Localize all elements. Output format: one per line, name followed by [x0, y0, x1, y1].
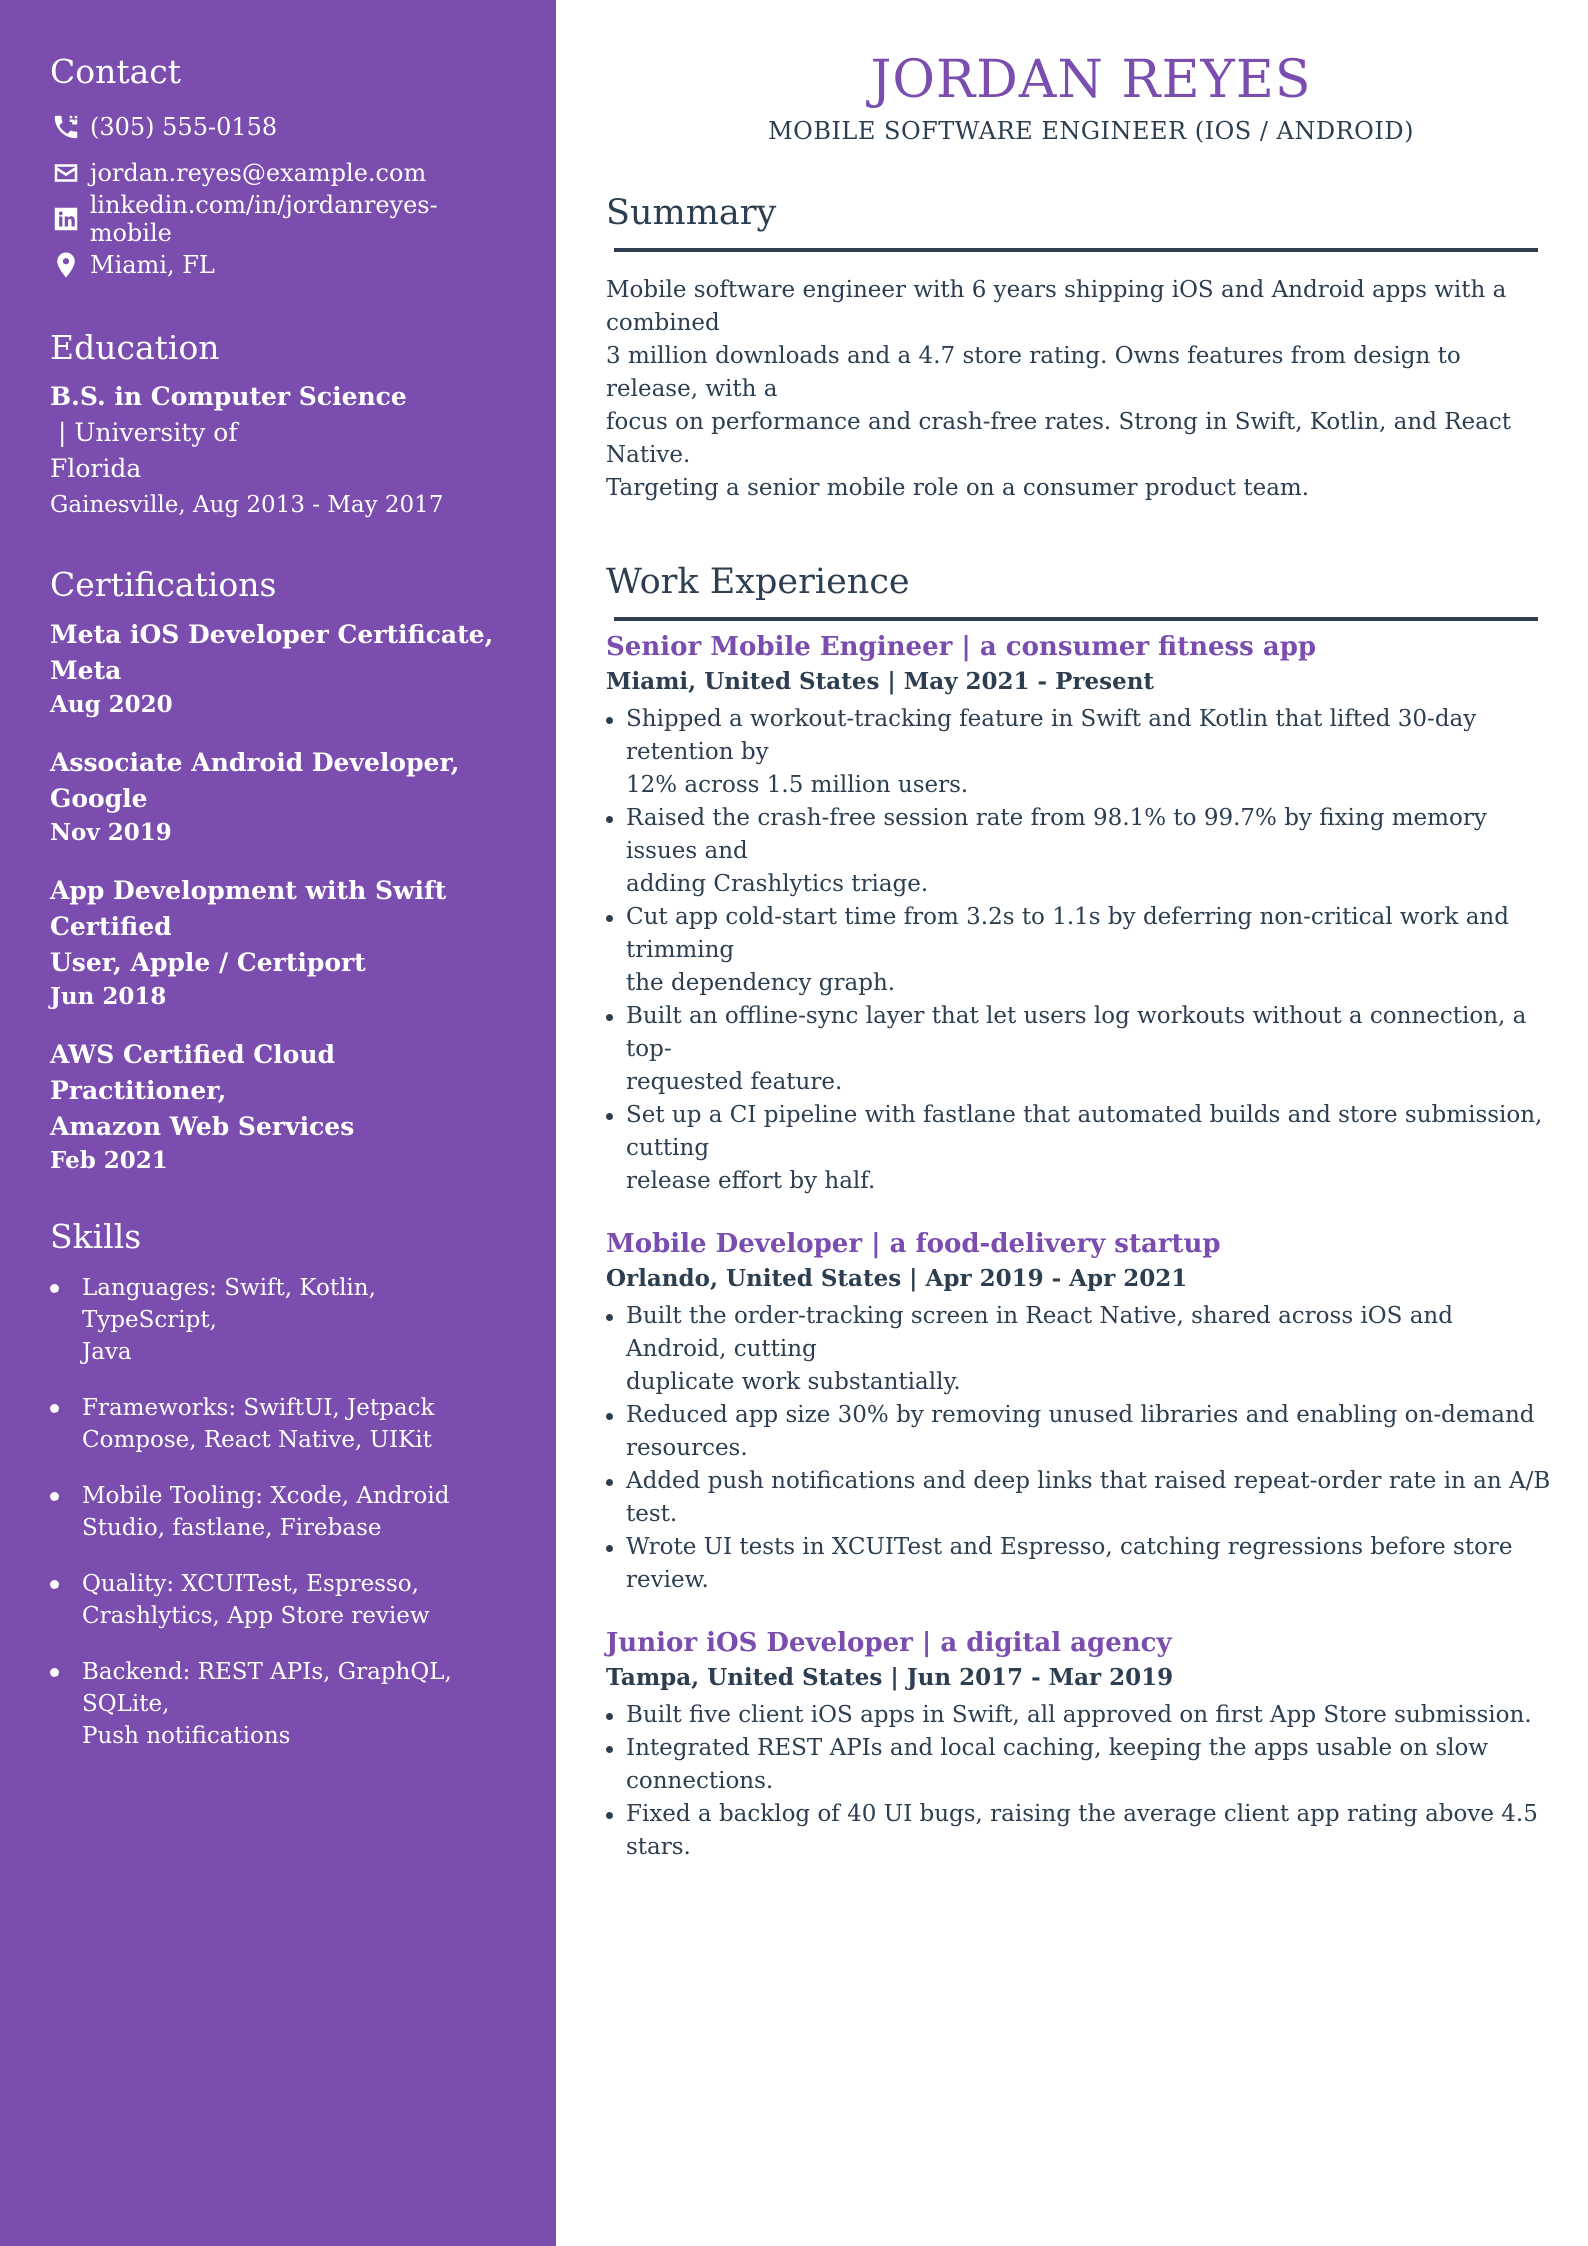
bullet-text: Reduced app size 30% by removing unused libraries and enabling on-demand — [626, 1402, 1535, 1428]
certification-date: Jun 2018 — [50, 982, 167, 1010]
linkedin-icon — [50, 203, 82, 235]
skills-section — [50, 1217, 516, 1753]
job-bullets — [606, 1300, 1551, 1597]
location-text: Miami, FL — [90, 250, 215, 279]
bullet-text: Built an offline-sync layer that let users log workouts without a connection, a top- — [626, 1003, 1527, 1062]
job-bullets — [606, 703, 1551, 1198]
education-heading: Education — [50, 327, 220, 367]
phone-text[interactable]: (305) 555-0158 — [90, 112, 278, 141]
bullet-text-cont: release effort by half. — [626, 1168, 876, 1194]
contact-section — [50, 52, 516, 288]
experience-heading: Work Experience — [606, 562, 910, 602]
skill-text: Backend: REST APIs, GraphQL, SQLite, — [82, 1659, 452, 1718]
linkedin-link[interactable]: linkedin.com/in/jordanreyes-mobile — [89, 190, 438, 247]
contact-phone — [50, 104, 516, 150]
job-entry — [606, 1226, 1588, 1597]
certification-item — [50, 1037, 516, 1177]
skill-item — [50, 1656, 516, 1752]
job-meta: Orlando, United States | Apr 2019 - Apr 2021 — [606, 1265, 1188, 1292]
bullet-text-cont: duplicate work substantially. — [626, 1369, 961, 1395]
skill-text: Quality: XCUITest, Espresso, — [82, 1571, 419, 1598]
job-title: Senior Mobile Engineer | a consumer fitness app — [606, 632, 1317, 662]
education-details: Gainesville, Aug 2013 - May 2017 — [50, 492, 444, 519]
skill-item — [50, 1392, 516, 1456]
certification-name: App Development with Swift Certified — [50, 875, 447, 941]
email-link[interactable]: jordan.reyes@example.com — [90, 158, 427, 187]
contact-linkedin — [50, 190, 516, 247]
job-bullet — [606, 703, 1551, 802]
certification-date: Feb 2021 — [50, 1146, 168, 1174]
bullet-text: Wrote UI tests in XCUITest and Espresso, catching regressions before store review. — [626, 1534, 1513, 1593]
job-title: Mobile Developer | a food-delivery startup — [606, 1229, 1221, 1259]
certification-name-cont: User, Apple / Certiport — [50, 947, 366, 977]
education-school-cont: Florida — [50, 454, 142, 484]
location-pin-icon — [50, 249, 82, 281]
certifications-heading: Certifications — [50, 565, 277, 605]
job-bullet — [606, 1732, 1551, 1798]
certification-item — [50, 745, 516, 849]
job-bullet — [606, 1465, 1551, 1531]
education-separator: | — [50, 418, 75, 448]
bullet-text: Cut app cold-start time from 3.2s to 1.1s by deferring non-critical work and trimming — [626, 904, 1509, 963]
certification-name: Associate Android Developer, Google — [50, 747, 460, 813]
skill-text: Frameworks: SwiftUI, Jetpack — [82, 1395, 435, 1422]
skill-text-cont: Crashlytics, App Store review — [82, 1603, 430, 1630]
contact-email — [50, 150, 516, 196]
job-bullet — [606, 1000, 1551, 1099]
bullet-text: Shipped a workout-tracking feature in Swift and Kotlin that lifted 30-day retention by — [626, 706, 1477, 765]
certification-name: Meta iOS Developer Certificate, Meta — [50, 619, 494, 685]
job-meta: Tampa, United States | Jun 2017 - Mar 2019 — [606, 1664, 1174, 1691]
candidate-title: MOBILE SOFTWARE ENGINEER (IOS / ANDROID) — [768, 117, 1414, 145]
skill-text-cont: Java — [82, 1339, 132, 1366]
bullet-text: Integrated REST APIs and local caching, keeping the apps usable on slow connections. — [626, 1735, 1489, 1794]
certification-name-cont: Amazon Web Services — [50, 1111, 355, 1141]
job-title: Junior iOS Developer | a digital agency — [606, 1628, 1172, 1658]
certification-item — [50, 617, 516, 721]
main-content — [556, 0, 1588, 2246]
skill-item — [50, 1568, 516, 1632]
summary-section — [606, 188, 1588, 505]
contact-heading: Contact — [50, 52, 182, 91]
bullet-text-cont: adding Crashlytics triage. — [626, 871, 929, 897]
job-meta: Miami, United States | May 2021 - Present — [606, 668, 1155, 695]
certifications-section — [50, 565, 516, 1177]
bullet-text: Added push notifications and deep links that raised repeat-order rate in an A/B test. — [626, 1468, 1551, 1527]
job-bullet — [606, 802, 1551, 901]
education-degree: B.S. in Computer Science — [50, 382, 407, 412]
education-section — [50, 328, 516, 524]
certification-item — [50, 873, 516, 1013]
resume-header — [606, 46, 1576, 148]
summary-text — [606, 274, 1541, 505]
skill-item — [50, 1272, 516, 1368]
summary-divider — [614, 248, 1538, 252]
job-bullet — [606, 1531, 1551, 1597]
candidate-name: JORDAN REYES — [870, 50, 1312, 110]
education-school: University of — [74, 418, 238, 448]
certification-date: Nov 2019 — [50, 818, 172, 846]
summary-line: 3 million downloads and a 4.7 store rating. Owns features from design to release, with a — [606, 343, 1461, 402]
skills-list — [50, 1272, 516, 1752]
bullet-text: Fixed a backlog of 40 UI bugs, raising the average client app rating above 4.5 stars. — [626, 1801, 1538, 1860]
skill-text: Mobile Tooling: Xcode, Android — [82, 1483, 450, 1510]
job-bullet — [606, 1099, 1551, 1198]
skill-text-cont: Compose, React Native, UIKit — [82, 1427, 432, 1454]
contact-location — [50, 242, 516, 288]
phone-icon — [50, 111, 82, 143]
job-entry — [606, 629, 1588, 1198]
summary-line: Targeting a senior mobile role on a consumer product team. — [606, 475, 1310, 501]
experience-section — [606, 557, 1588, 1864]
mail-icon — [50, 157, 82, 189]
skill-text-cont: Push notifications — [82, 1723, 291, 1750]
summary-line: focus on performance and crash-free rates. Strong in Swift, Kotlin, and React Native. — [606, 409, 1511, 468]
experience-divider — [614, 617, 1538, 621]
bullet-text: Set up a CI pipeline with fastlane that automated builds and store submission, cutting — [626, 1102, 1543, 1161]
bullet-text-cont: requested feature. — [626, 1069, 843, 1095]
job-bullets — [606, 1699, 1551, 1864]
job-bullet — [606, 1798, 1551, 1864]
summary-heading: Summary — [606, 193, 777, 233]
education-degree-line — [50, 379, 516, 451]
sidebar — [0, 0, 556, 2246]
skills-heading: Skills — [50, 1216, 142, 1256]
bullet-text-cont: the dependency graph. — [626, 970, 896, 996]
certification-date: Aug 2020 — [50, 690, 173, 718]
bullet-text-cont: 12% across 1.5 million users. — [626, 772, 969, 798]
skill-item — [50, 1480, 516, 1544]
skill-text-cont: Studio, fastlane, Firebase — [82, 1515, 382, 1542]
job-bullet — [606, 901, 1551, 1000]
skill-text: Languages: Swift, Kotlin, TypeScript, — [82, 1275, 376, 1334]
job-bullet — [606, 1399, 1551, 1465]
certification-name: AWS Certified Cloud Practitioner, — [50, 1039, 335, 1105]
summary-line: Mobile software engineer with 6 years shipping iOS and Android apps with a combined — [606, 277, 1507, 336]
bullet-text-cont: resources. — [626, 1435, 748, 1461]
bullet-text: Raised the crash-free session rate from 98.1% to 99.7% by fixing memory issues and — [626, 805, 1487, 864]
bullet-text: Built the order-tracking screen in React Native, shared across iOS and Android, cutting — [626, 1303, 1453, 1362]
job-entry — [606, 1625, 1588, 1864]
job-bullet — [606, 1699, 1551, 1732]
bullet-text: Built five client iOS apps in Swift, all approved on first App Store submission. — [626, 1702, 1532, 1728]
job-bullet — [606, 1300, 1551, 1399]
